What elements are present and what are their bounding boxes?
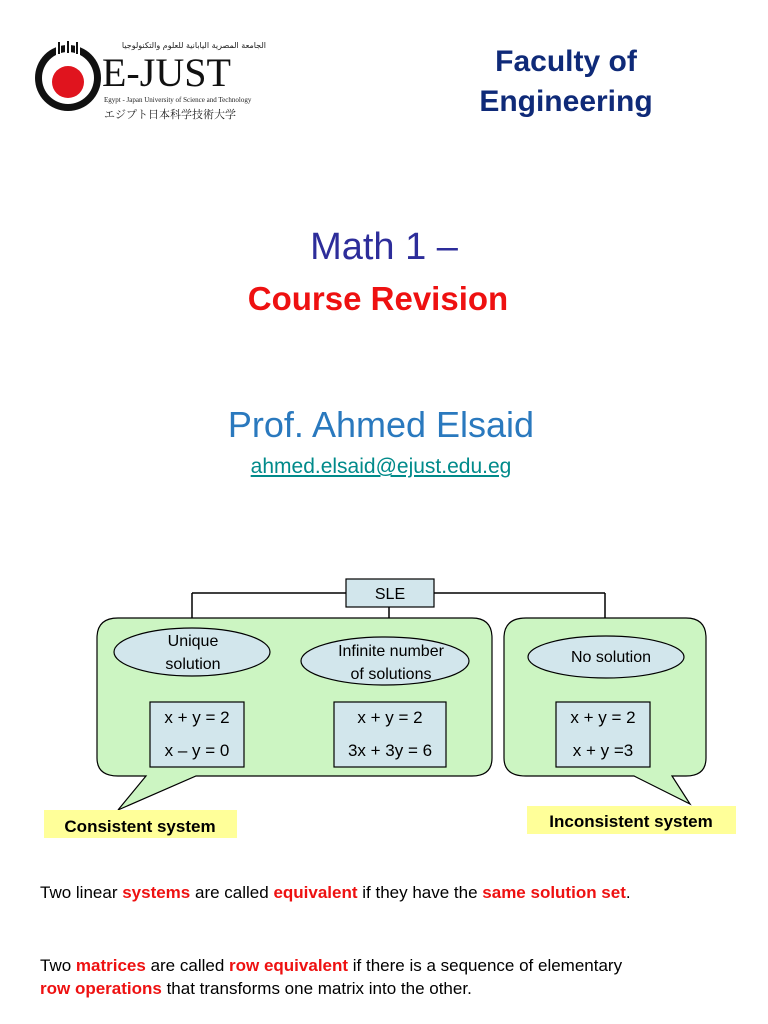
logo-name: E-JUST: [102, 50, 231, 95]
no-solution-label: No solution: [570, 649, 652, 666]
infinite-equations-box: [334, 702, 446, 767]
equivalent-systems-definition: [40, 881, 740, 904]
unique-label-line1: Unique: [167, 633, 219, 650]
para2-highlight-matrices: matrices: [75, 956, 146, 975]
author-email-link[interactable]: ahmed.elsaid@ejust.edu.eg: [250, 455, 512, 478]
faculty-heading: [440, 42, 692, 122]
logo-english-text: Egypt - Japan University of Science and Technology: [104, 96, 252, 104]
faculty-line2: Engineering: [479, 85, 653, 118]
para2-text-2: are called: [145, 956, 230, 975]
unique-eq-2: x – y = 0: [164, 741, 230, 760]
para2-text-1: Two: [40, 956, 76, 975]
unique-equations-box: [150, 702, 244, 767]
sle-label: SLE: [374, 586, 406, 603]
consistent-system-label: [44, 810, 237, 838]
faculty-line1: Faculty of: [495, 45, 637, 78]
para2-text-3: if there is a sequence of elementary: [348, 956, 623, 975]
row-equivalent-definition: [40, 954, 740, 1000]
para1-text-4: .: [625, 883, 631, 902]
para1-text-1: Two linear: [40, 883, 123, 902]
course-subtitle: Course Revision: [247, 280, 509, 317]
para1-text-3: if they have the: [357, 883, 483, 902]
para2-highlight-row-equivalent: row equivalent: [229, 956, 349, 975]
unique-eq-1: x + y = 2: [164, 708, 230, 727]
para1-highlight-systems: systems: [122, 883, 191, 902]
para1-highlight-solution-set: same solution set: [482, 883, 626, 902]
infinite-eq-2: 3x + 3y = 6: [347, 741, 433, 760]
logo-japanese-text: エジプト日本科学技術大学: [104, 108, 236, 121]
para2-highlight-row-operations: row operations: [40, 979, 162, 998]
e-just-logo: [34, 36, 270, 126]
no-solution-node: [528, 636, 684, 678]
para1-highlight-equivalent: equivalent: [273, 883, 358, 902]
infinite-solutions-node: [301, 637, 469, 685]
logo-arabic-text: الجامعة المصرية اليابانية للعلوم والتكنولوجيا: [121, 41, 266, 50]
no-solution-equations-box: [556, 702, 650, 767]
inconsistent-system-label: [527, 806, 736, 834]
consistent-label-text: Consistent system: [64, 817, 216, 836]
para2-text-4: that transforms one matrix into the other.: [161, 979, 472, 998]
author-name: Prof. Ahmed Elsaid: [227, 404, 535, 445]
infinite-label-line2: of solutions: [350, 666, 432, 683]
none-eq-1: x + y = 2: [570, 708, 636, 727]
course-title: Math 1 –: [310, 226, 458, 268]
e-just-emblem-icon: [35, 38, 101, 111]
none-eq-2: x + y =3: [572, 741, 634, 760]
inconsistent-label-text: Inconsistent system: [549, 812, 713, 831]
infinite-eq-1: x + y = 2: [357, 708, 423, 727]
sle-diagram: [0, 570, 768, 850]
unique-label-line2: solution: [165, 656, 221, 673]
para1-text-2: are called: [190, 883, 274, 902]
sle-node: [346, 579, 434, 607]
unique-solution-node: [114, 628, 270, 676]
infinite-label-line1: Infinite number: [338, 643, 444, 660]
